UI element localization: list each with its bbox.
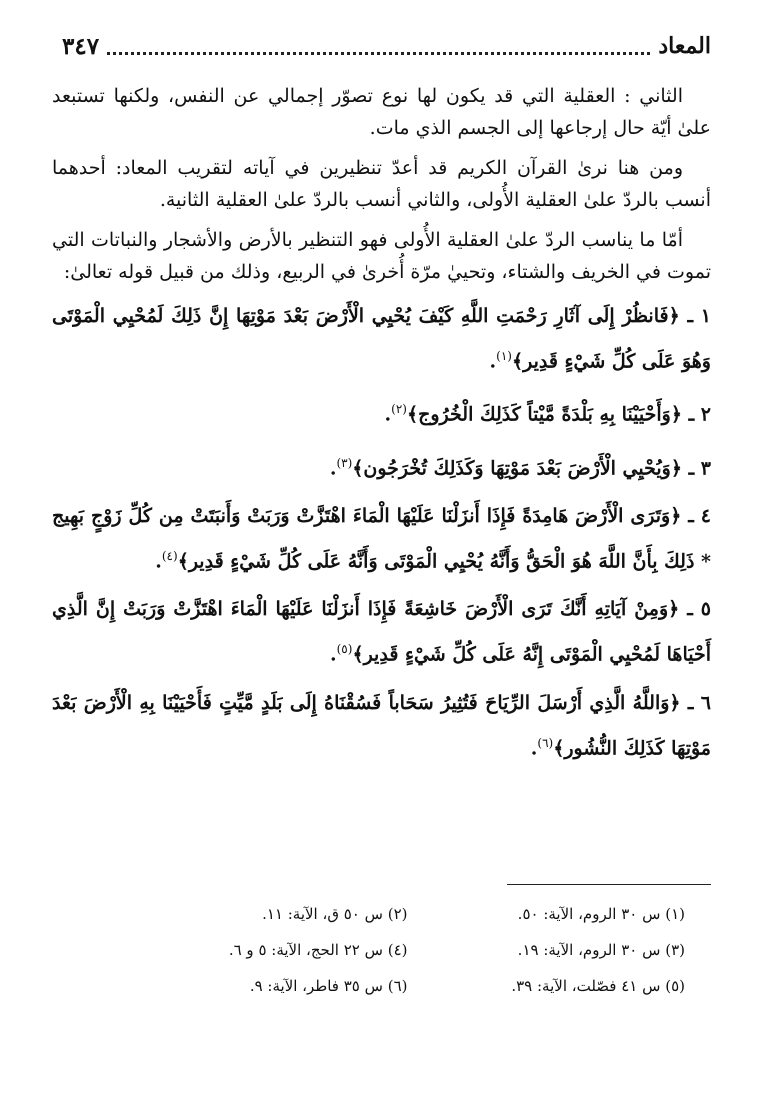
page-header: [62, 26, 711, 66]
footnotes: [150, 902, 685, 998]
paragraph: ومن هنا نرىٰ القرآن الكريم قد أعدّ تنظيرين في آياته لتقريب المعاد: أحدهما أنسب بالردّ علىٰ العقلية الأُولى، والثاني أنسب بالردّ علىٰ العقلية الثانية.: [52, 157, 711, 211]
footnote-item: (٤) س ٢٢ الحج، الآية: ٥ و ٦.: [228, 941, 408, 959]
footnote-ref: (٤): [161, 548, 178, 563]
footnote-ref: (١): [496, 349, 512, 363]
footnote-ref: (٣): [336, 455, 353, 470]
verse-text: ٤ ـ ﴿وَتَرَى الْأَرْضَ هَامِدَةً فَإِذَا أَنزَلْنَا عَلَيْهَا الْمَاءَ اهْتَزَّتْ وَرَبَتْ وَأَنبَتَتْ مِن كُلِّ زَوْجٍ بَهِيج * ذَلِكَ بِأَنَّ اللَّهَ هُوَ الْحَقُّ وَأَنَّهُ يُحْيِي الْمَوْتَى وَأَنَّهُ عَلَى كُلِّ شَيْءٍ قَدِير﴾: [52, 504, 711, 573]
verse-item: ٦ ـ ﴿وَاللَّهُ الَّذِي أَرْسَلَ الرِّيَاحَ فَتُثِيرُ سَحَاباً فَسُقْنَاهُ إِلَى بَلَدٍ مَّيِّتٍ فَأَحْيَيْنَا بِهِ الْأَرْضَ بَعْدَ مَوْتِهَا كَذَلِكَ النُّشُور﴾$^{(٦)}$.: [52, 691, 711, 759]
footnote-item: (٣) س ٣٠ الروم، الآية: ١٩.: [517, 941, 685, 959]
footnote-item: (٥) س ٤١ فصّلت، الآية: ٣٩.: [511, 977, 685, 995]
verse-item: ٤ ـ ﴿وَتَرَى الْأَرْضَ هَامِدَةً فَإِذَا أَنزَلْنَا عَلَيْهَا الْمَاءَ اهْتَزَّتْ وَرَبَتْ وَأَنبَتَتْ مِن كُلِّ زَوْجٍ بَهِيج * ذَلِكَ بِأَنَّ اللَّهَ هُوَ الْحَقُّ وَأَنَّهُ يُحْيِي الْمَوْتَى وَأَنَّهُ عَلَى كُلِّ شَيْءٍ قَدِير﴾$^{(٤)}$.: [52, 504, 711, 573]
verse-text: ٣ ـ ﴿وَيُحْيِي الْأَرْضَ بَعْدَ مَوْتِهَا وَكَذَلِكَ تُخْرَجُون﴾: [352, 456, 711, 479]
paragraph: الثاني : العقلية التي قد يكون لها نوع تصوّر إجمالي عن النفس، ولكنها تستبعد علىٰ أيّة حال إرجاعها إلى الجسم الذي مات.: [52, 85, 711, 139]
verse-item: ٢ ـ ﴿وَأَحْيَيْنَا بِهِ بَلْدَةً مَّيْتاً كَذَلِكَ الْخُرُوج﴾$^{(٢)}$.: [384, 402, 711, 426]
footnote-ref: (٦): [537, 735, 554, 750]
footnote-item: (١) س ٣٠ الروم، الآية: ٥٠.: [517, 905, 685, 923]
verse-text: ١ ـ ﴿فَانظُرْ إِلَى آثَارِ رَحْمَتِ اللَّهِ كَيْفَ يُحْيِي الْأَرْضَ بَعْدَ مَوْتِهَا إِنَّ ذَلِكَ لَمُحْيِي الْمَوْتَى وَهُوَ عَلَى كُلِّ شَيْءٍ قَدِير﴾: [52, 305, 711, 373]
chapter-title: المعاد: [658, 33, 711, 59]
footnote-item: (٦) س ٣٥ فاطر، الآية: ٩.: [249, 977, 408, 995]
paragraph: أمّا ما يناسب الردّ علىٰ العقلية الأُولى فهو التنظير بالأرض والأشجار والنباتات التي تموت في الخريف والشتاء، وتحييٰ مرّة أُخرىٰ في الربيع، وذلك من قبيل قوله تعالىٰ:: [52, 229, 711, 283]
verse-item: ٥ ـ ﴿وَمِنْ آيَاتِهِ أَنَّكَ تَرَى الْأَرْضَ خَاشِعَةً فَإِذَا أَنزَلْنَا عَلَيْهَا الْمَاءَ اهْتَزَّتْ وَرَبَتْ إِنَّ الَّذِي أَحْيَاهَا لَمُحْيِي الْمَوْتَى إِنَّهُ عَلَى كُلِّ شَيْءٍ قَدِير﴾$^{(٥)}$.: [52, 598, 711, 666]
verse-text: ٥ ـ ﴿وَمِنْ آيَاتِهِ أَنَّكَ تَرَى الْأَرْضَ خَاشِعَةً فَإِذَا أَنزَلْنَا عَلَيْهَا الْمَاءَ اهْتَزَّتْ وَرَبَتْ إِنَّ الَّذِي أَحْيَاهَا لَمُحْيِي الْمَوْتَى إِنَّهُ عَلَى كُلِّ شَيْءٍ قَدِير﴾: [52, 598, 711, 666]
verse-list: [52, 296, 711, 768]
footnote-ref: (٢): [391, 402, 407, 417]
page-number: ٣٤٧: [62, 32, 100, 60]
footnote-item: (٢) س ٥٠ ق، الآية: ١١.: [262, 905, 408, 923]
main-text: [52, 80, 711, 776]
verse-text: ٢ ـ ﴿وَأَحْيَيْنَا بِهِ بَلْدَةً مَّيْتاً كَذَلِكَ الْخُرُوج﴾: [406, 403, 711, 426]
verse-item: ٣ ـ ﴿وَيُحْيِي الْأَرْضَ بَعْدَ مَوْتِهَا وَكَذَلِكَ تُخْرَجُون﴾$^{(٣)}$.: [329, 455, 711, 479]
footnote-divider: [507, 884, 711, 885]
verse-text: ٦ ـ ﴿وَاللَّهُ الَّذِي أَرْسَلَ الرِّيَاحَ فَتُثِيرُ سَحَاباً فَسُقْنَاهُ إِلَى بَلَدٍ مَّيِّتٍ فَأَحْيَيْنَا بِهِ الْأَرْضَ بَعْدَ مَوْتِهَا كَذَلِكَ النُّشُور﴾: [52, 691, 711, 759]
leader-dots: [107, 50, 650, 55]
footnote-ref: (٥): [336, 642, 353, 657]
verse-item: ١ ـ ﴿فَانظُرْ إِلَى آثَارِ رَحْمَتِ اللَّهِ كَيْفَ يُحْيِي الْأَرْضَ بَعْدَ مَوْتِهَا إِنَّ ذَلِكَ لَمُحْيِي الْمَوْتَى وَهُوَ عَلَى كُلِّ شَيْءٍ قَدِير﴾$^{(١)}$.: [52, 305, 711, 373]
